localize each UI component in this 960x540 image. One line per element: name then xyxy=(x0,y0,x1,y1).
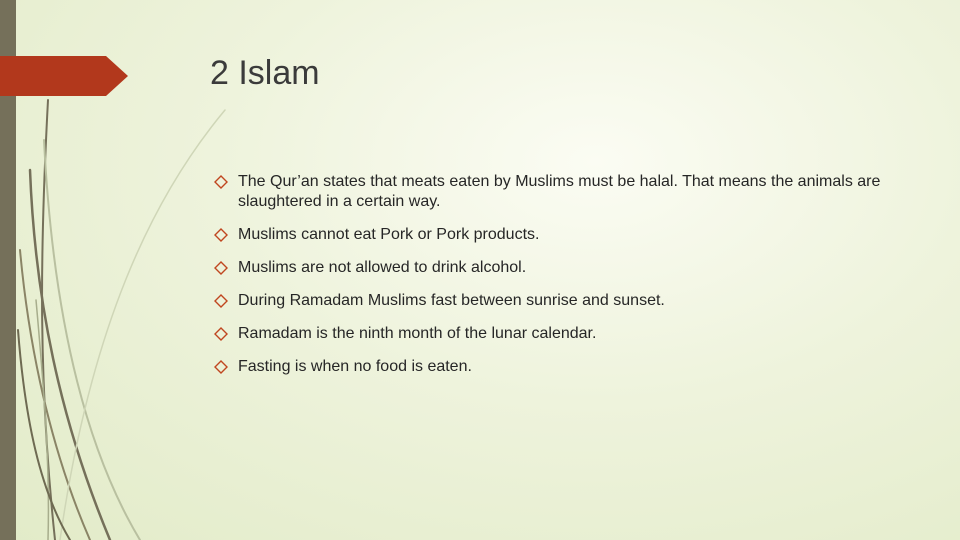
bullet-item xyxy=(214,291,894,311)
bullet-text: Muslims are not allowed to drink alcohol. xyxy=(238,259,527,276)
diamond-outline-icon xyxy=(214,357,238,377)
bullet-list xyxy=(214,172,894,390)
bullet-item xyxy=(214,357,894,377)
bullet-item xyxy=(214,258,894,278)
bullet-text: Ramadam is the ninth month of the lunar calendar. xyxy=(238,325,597,342)
diamond-outline-icon xyxy=(214,258,238,278)
bullet-item xyxy=(214,172,894,212)
diamond-outline-icon xyxy=(214,225,238,245)
bullet-text: Fasting is when no food is eaten. xyxy=(238,358,472,375)
slide-title: 2 Islam xyxy=(210,54,320,92)
diamond-outline-icon xyxy=(214,172,238,192)
title-accent-tab xyxy=(0,56,128,96)
bullet-text: During Ramadam Muslims fast between sunrise and sunset. xyxy=(238,292,665,309)
diamond-outline-icon xyxy=(214,291,238,311)
bullet-item xyxy=(214,225,894,245)
bullet-item xyxy=(214,324,894,344)
diamond-outline-icon xyxy=(214,324,238,344)
bullet-text: Muslims cannot eat Pork or Pork products. xyxy=(238,226,540,243)
bullet-text: The Qur’an states that meats eaten by Muslims must be halal. That means the animals are slaughtered in a certain way. xyxy=(238,173,881,210)
